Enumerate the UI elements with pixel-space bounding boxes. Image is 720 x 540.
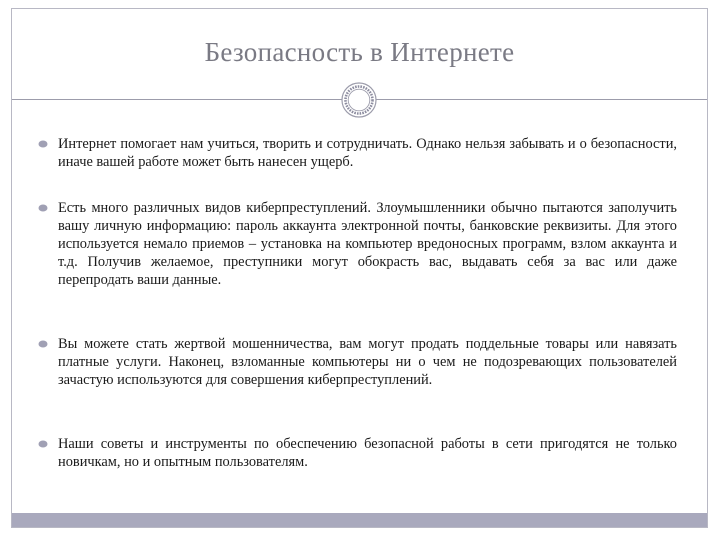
bullet-icon xyxy=(38,204,48,212)
footer-bar xyxy=(12,513,707,527)
bullet-icon xyxy=(38,340,48,348)
list-item xyxy=(36,335,677,389)
list-item-text: Наши советы и инструменты по обеспечению безопасной работы в сети пригодятся не только новичкам, но и опытным пользователям. xyxy=(58,436,677,470)
list-item-text: Вы можете стать жертвой мошенничества, вам могут продать поддельные товары или навязать платные услуги. Наконец, взломанные компьютеры ни о чем не подозревающих пользователей зачастую используются для совершения киберпреступлений. xyxy=(58,336,677,388)
slide xyxy=(11,8,708,528)
list-item-text: Есть много различных видов киберпреступлений. Злоумышленники обычно пытаются заполучить вашу личную информацию: пароль аккаунта электронной почты, банковские реквизиты. Для этого используется немало приемов – установка на компьютер вредоносных программ, взлом аккаунта и т.д. Получив желаемое, преступники могут обокрасть вас, выдавать себя за вас или даже перепродать ваши данные. xyxy=(58,200,677,288)
list-item-text: Интернет помогает нам учиться, творить и сотрудничать. Однако нельзя забывать и о безопасности, иначе вашей работе может быть нанесен ущерб. xyxy=(58,136,677,170)
slide-title: Безопасность в Интернете xyxy=(204,37,515,67)
list-item xyxy=(36,199,677,289)
list-item xyxy=(36,135,677,171)
bullet-icon xyxy=(38,140,48,148)
list-item xyxy=(36,435,677,471)
circle-emblem-icon xyxy=(341,82,377,118)
bullet-icon xyxy=(38,440,48,448)
